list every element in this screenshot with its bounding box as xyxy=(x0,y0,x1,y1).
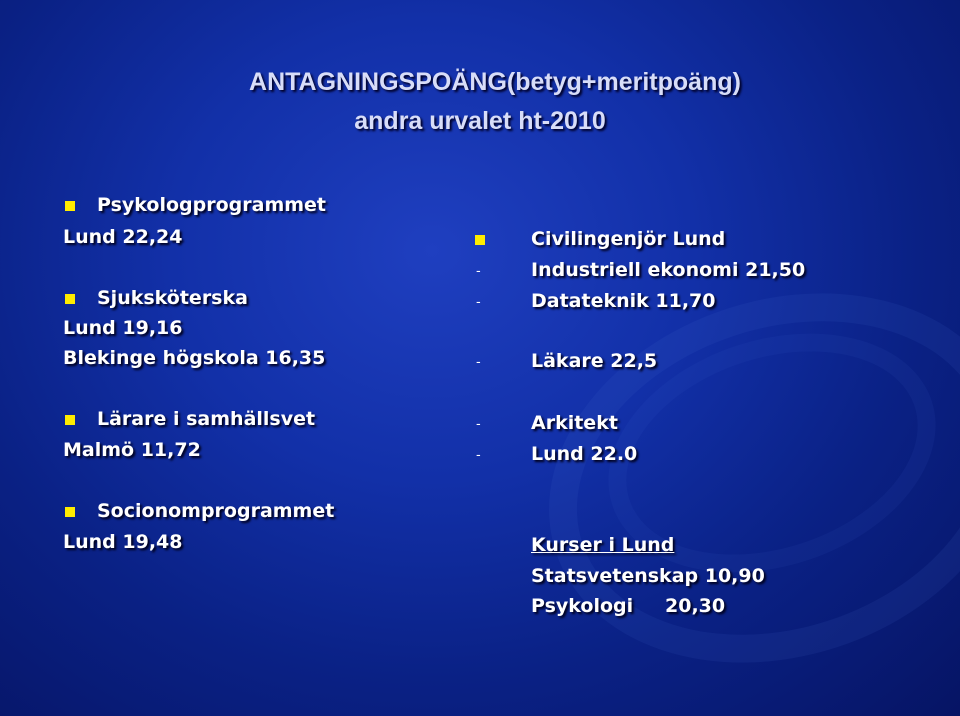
dash-marker: - xyxy=(476,448,481,463)
socionom-heading: Socionomprogrammet xyxy=(97,500,335,522)
slide-subtitle: andra urvalet ht-2010 xyxy=(354,107,606,135)
industriell-ekonomi-score: Industriell ekonomi 21,50 xyxy=(531,259,806,281)
socionom-lund-score: Lund 19,48 xyxy=(63,531,183,553)
dash-marker: - xyxy=(476,417,481,432)
larare-heading: Lärare i samhällsvet xyxy=(97,408,316,430)
dash-marker: - xyxy=(476,295,481,310)
civilingenjor-heading: Civilingenjör Lund xyxy=(531,228,726,250)
psykolog-lund-score: Lund 22,24 xyxy=(63,226,183,248)
bullet-icon xyxy=(65,294,75,304)
arkitekt-heading: Arkitekt xyxy=(531,412,618,434)
psykologi-label: Psykologi xyxy=(531,595,634,617)
psykolog-heading: Psykologprogrammet xyxy=(97,194,327,216)
bullet-icon xyxy=(65,415,75,425)
psykologi-score: 20,30 xyxy=(665,595,726,617)
datateknik-score: Datateknik 11,70 xyxy=(531,290,716,312)
arkitekt-lund-score: Lund 22.0 xyxy=(531,443,638,465)
bullet-icon xyxy=(65,201,75,211)
dash-marker: - xyxy=(476,264,481,279)
bullet-icon xyxy=(475,235,485,245)
bullet-icon xyxy=(65,507,75,517)
kurser-heading: Kurser i Lund xyxy=(531,534,675,556)
larare-malmo-score: Malmö 11,72 xyxy=(63,439,201,461)
slide-title: ANTAGNINGSPOÄNG(betyg+meritpoäng) xyxy=(249,68,741,96)
lakare-score: Läkare 22,5 xyxy=(531,350,658,372)
sjukskoterska-lund-score: Lund 19,16 xyxy=(63,317,183,339)
dash-marker: - xyxy=(476,355,481,370)
sjukskoterska-heading: Sjuksköterska xyxy=(97,287,248,309)
statsvetenskap-score: Statsvetenskap 10,90 xyxy=(531,565,765,587)
sjukskoterska-blekinge-score: Blekinge högskola 16,35 xyxy=(63,347,326,369)
